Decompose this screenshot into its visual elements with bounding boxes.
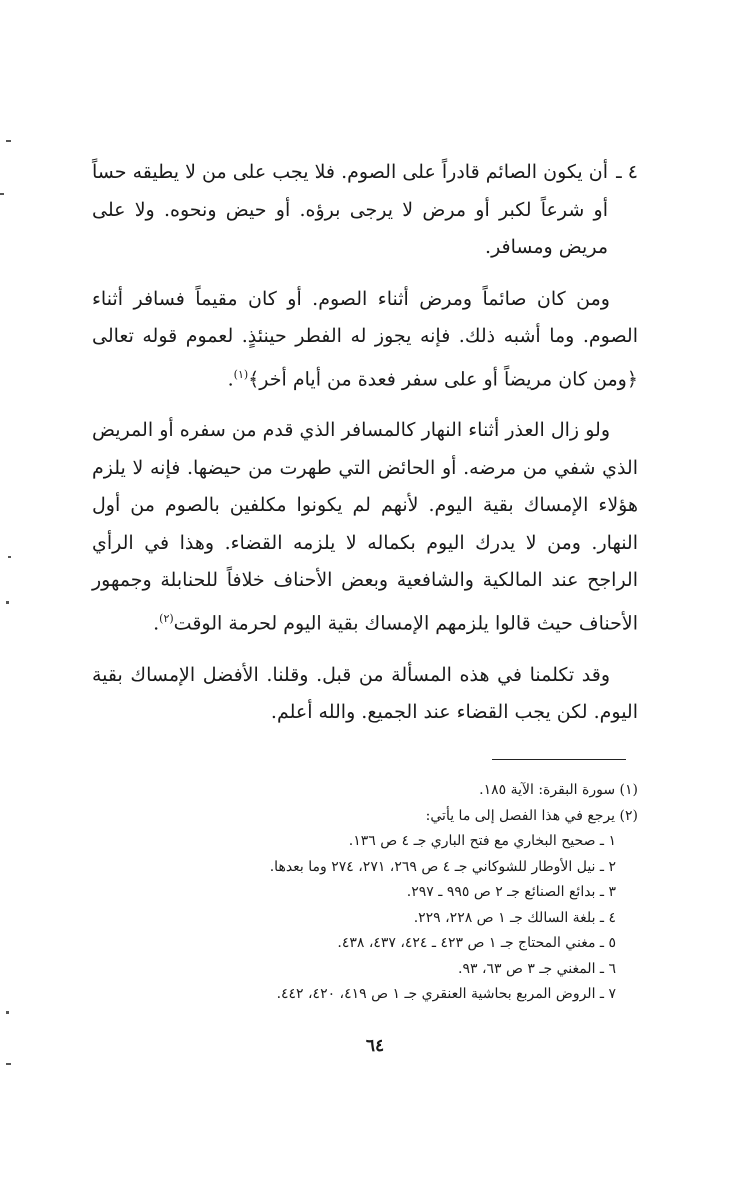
source-item: ٧ ـ الروض المربع بحاشية العنقري جـ ١ ص ٤١٩، ٤٢٠، ٤٤٢. — [276, 986, 616, 1002]
scan-speck — [6, 601, 9, 604]
scan-speck — [6, 140, 11, 142]
source-item: ٤ ـ بلغة السالك جـ ١ ص ٢٢٨، ٢٢٩. — [413, 909, 616, 926]
paragraph-excuse-ends — [92, 412, 638, 642]
scan-speck — [8, 556, 11, 558]
source-item: ٢ ـ نيل الأوطار للشوكاني جـ ٤ ص ٢٦٩، ٢٧١، ٢٧٤ وما بعدها. — [269, 858, 616, 875]
paragraph-number: ٤ ـ — [616, 161, 638, 183]
scan-speck — [6, 1011, 9, 1014]
source-item: ٣ ـ بدائع الصنائع جـ ٢ ص ٩٩٥ ـ ٢٩٧. — [406, 884, 616, 900]
paragraph-text: ومن كان صائماً ومرض أثناء الصوم. أو كان مقيماً فسافر أثناء الصوم. وما أشبه ذلك. فإنه يجوز له الفطر حينئذٍ. لعموم قوله تعالى ﴿ومن كان مريضاً أو على سفر فعدة من أيام أخر﴾ — [92, 287, 638, 390]
page-number: ٦٤ — [365, 1036, 385, 1056]
scan-speck — [6, 1063, 11, 1065]
footnote-ref-1[interactable]: (١) — [233, 367, 249, 381]
paragraph-tail: . — [153, 612, 160, 635]
source-item: ٦ ـ المغني جـ ٣ ص ٦٣، ٩٣. — [458, 960, 616, 977]
paragraph-text: ولو زال العذر أثناء النهار كالمسافر الذي قدم من سفره أو المريض الذي شفي من مرضه. أو الحائض التي طهرت من حيضها. فإنه لا يلزم هؤلاء الإمساك بقية اليوم. لأنهم لم يكونوا مكلفين بالصوم من أول النهار. ومن لا يدرك اليوم بكماله لا يلزمه القضاء. وهذا في الرأي الراجح عند المالكية والشافعية وبعض الأحناف خلافاً للحنابلة وجمهور الأحناف حيث قالوا يلزمهم الإمساك بقية اليوم لحرمة الوقت — [92, 419, 638, 635]
main-text — [92, 154, 638, 746]
paragraph-tail: . — [227, 367, 234, 390]
source-item: ٥ ـ مغني المحتاج جـ ١ ص ٤٢٣ ـ ٤٢٤، ٤٣٧، ٤٣٨. — [337, 935, 616, 951]
scan-speck — [0, 193, 4, 195]
paragraph-text: أن يكون الصائم قادراً على الصوم. فلا يجب على من لا يطيقه حساً أو شرعاً لكبر أو مرض لا يرجى برؤه. أو حيض ونحوه. ولا على مريض ومسافر. — [92, 161, 608, 258]
footnote-1: (١) سورة البقرة: الآية ١٨٥. — [479, 782, 638, 798]
paragraph-conclusion — [92, 657, 638, 732]
footnote-2-intro: (٢) يرجع في هذا الفصل إلى ما يأتي: — [425, 807, 638, 824]
paragraph-condition-4 — [92, 154, 638, 267]
footnote-ref-2[interactable]: (٢) — [159, 611, 174, 625]
source-item: ١ ـ صحيح البخاري مع فتح الباري جـ ٤ ص ١٣٦. — [348, 833, 616, 849]
footnote-separator — [492, 759, 626, 760]
paragraph-text: وقد تكلمنا في هذه المسألة من قبل. وقلنا. الأفضل الإمساك بقية اليوم. لكن يجب القضاء عند الجميع. والله أعلم. — [92, 663, 638, 724]
footnotes — [150, 778, 638, 1008]
paragraph-travel-illness — [92, 281, 638, 399]
